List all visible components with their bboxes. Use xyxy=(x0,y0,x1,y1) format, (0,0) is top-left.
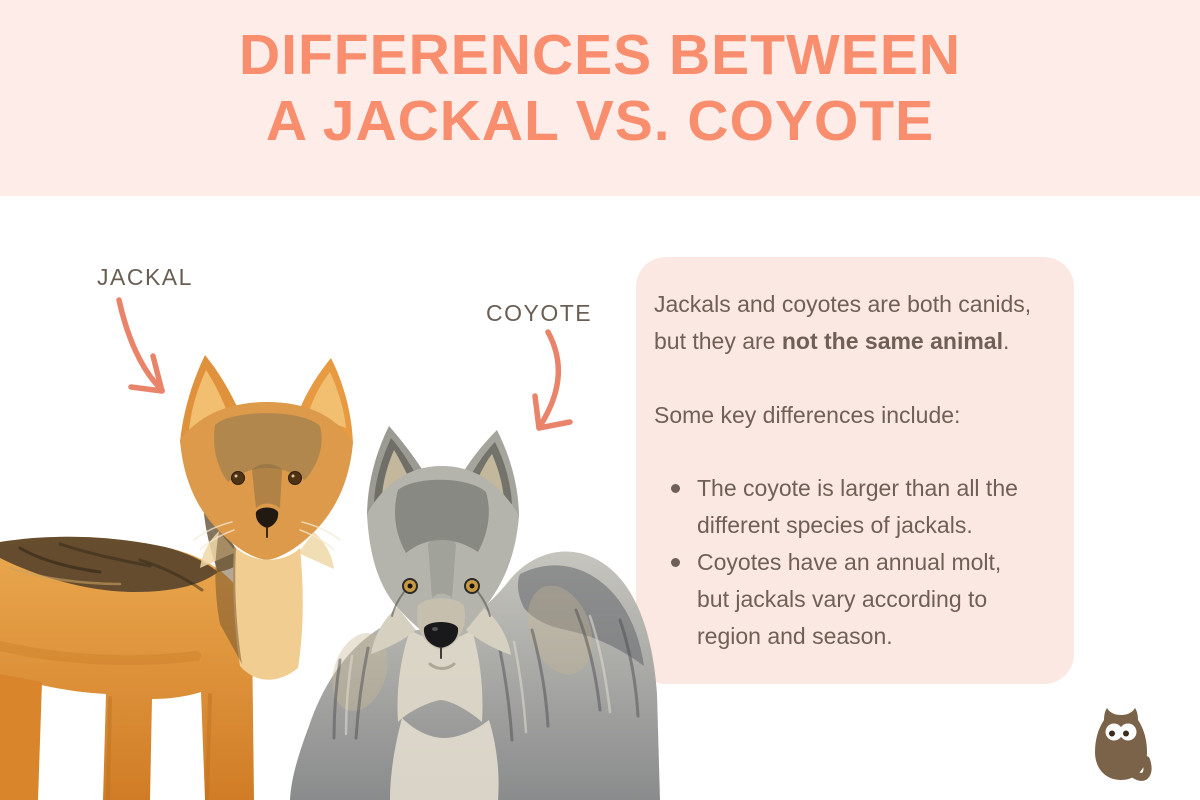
intro-bold-phrase: not the same animal xyxy=(781,328,1003,354)
coyote-head xyxy=(367,426,519,669)
coyote-arrow-icon xyxy=(516,326,576,436)
list-item xyxy=(654,470,1062,544)
page-title-line-2: A JACKAL VS. COYOTE xyxy=(265,89,935,153)
content-stage xyxy=(0,196,1200,800)
intro-paragraph xyxy=(654,286,1062,360)
page-title-line-1: DIFFERENCES BETWEEN xyxy=(238,23,962,87)
intro-line-2: but they are not the same animal. xyxy=(654,328,1010,354)
cat-mascot-logo-icon xyxy=(1090,702,1152,784)
jackal-label: JACKAL xyxy=(97,264,193,290)
page-title xyxy=(0,0,1200,154)
list-item xyxy=(654,544,1062,655)
list-item-text: The coyote is larger than all the different species of jackals. xyxy=(697,475,1018,538)
differences-subtitle: Some key differences include: xyxy=(654,402,961,428)
differences-list xyxy=(654,470,1062,655)
bullet-dot xyxy=(671,484,680,493)
header-banner xyxy=(0,0,1200,196)
coyote-label: COYOTE xyxy=(486,300,593,326)
list-item-text: Coyotes have an annual molt, but jackals vary according to region and season. xyxy=(697,549,1002,649)
intro-line-1: Jackals and coyotes are both canids, xyxy=(654,291,1032,317)
bullet-dot xyxy=(671,558,680,567)
info-box xyxy=(636,257,1074,684)
jackal-arrow-icon xyxy=(105,292,171,400)
